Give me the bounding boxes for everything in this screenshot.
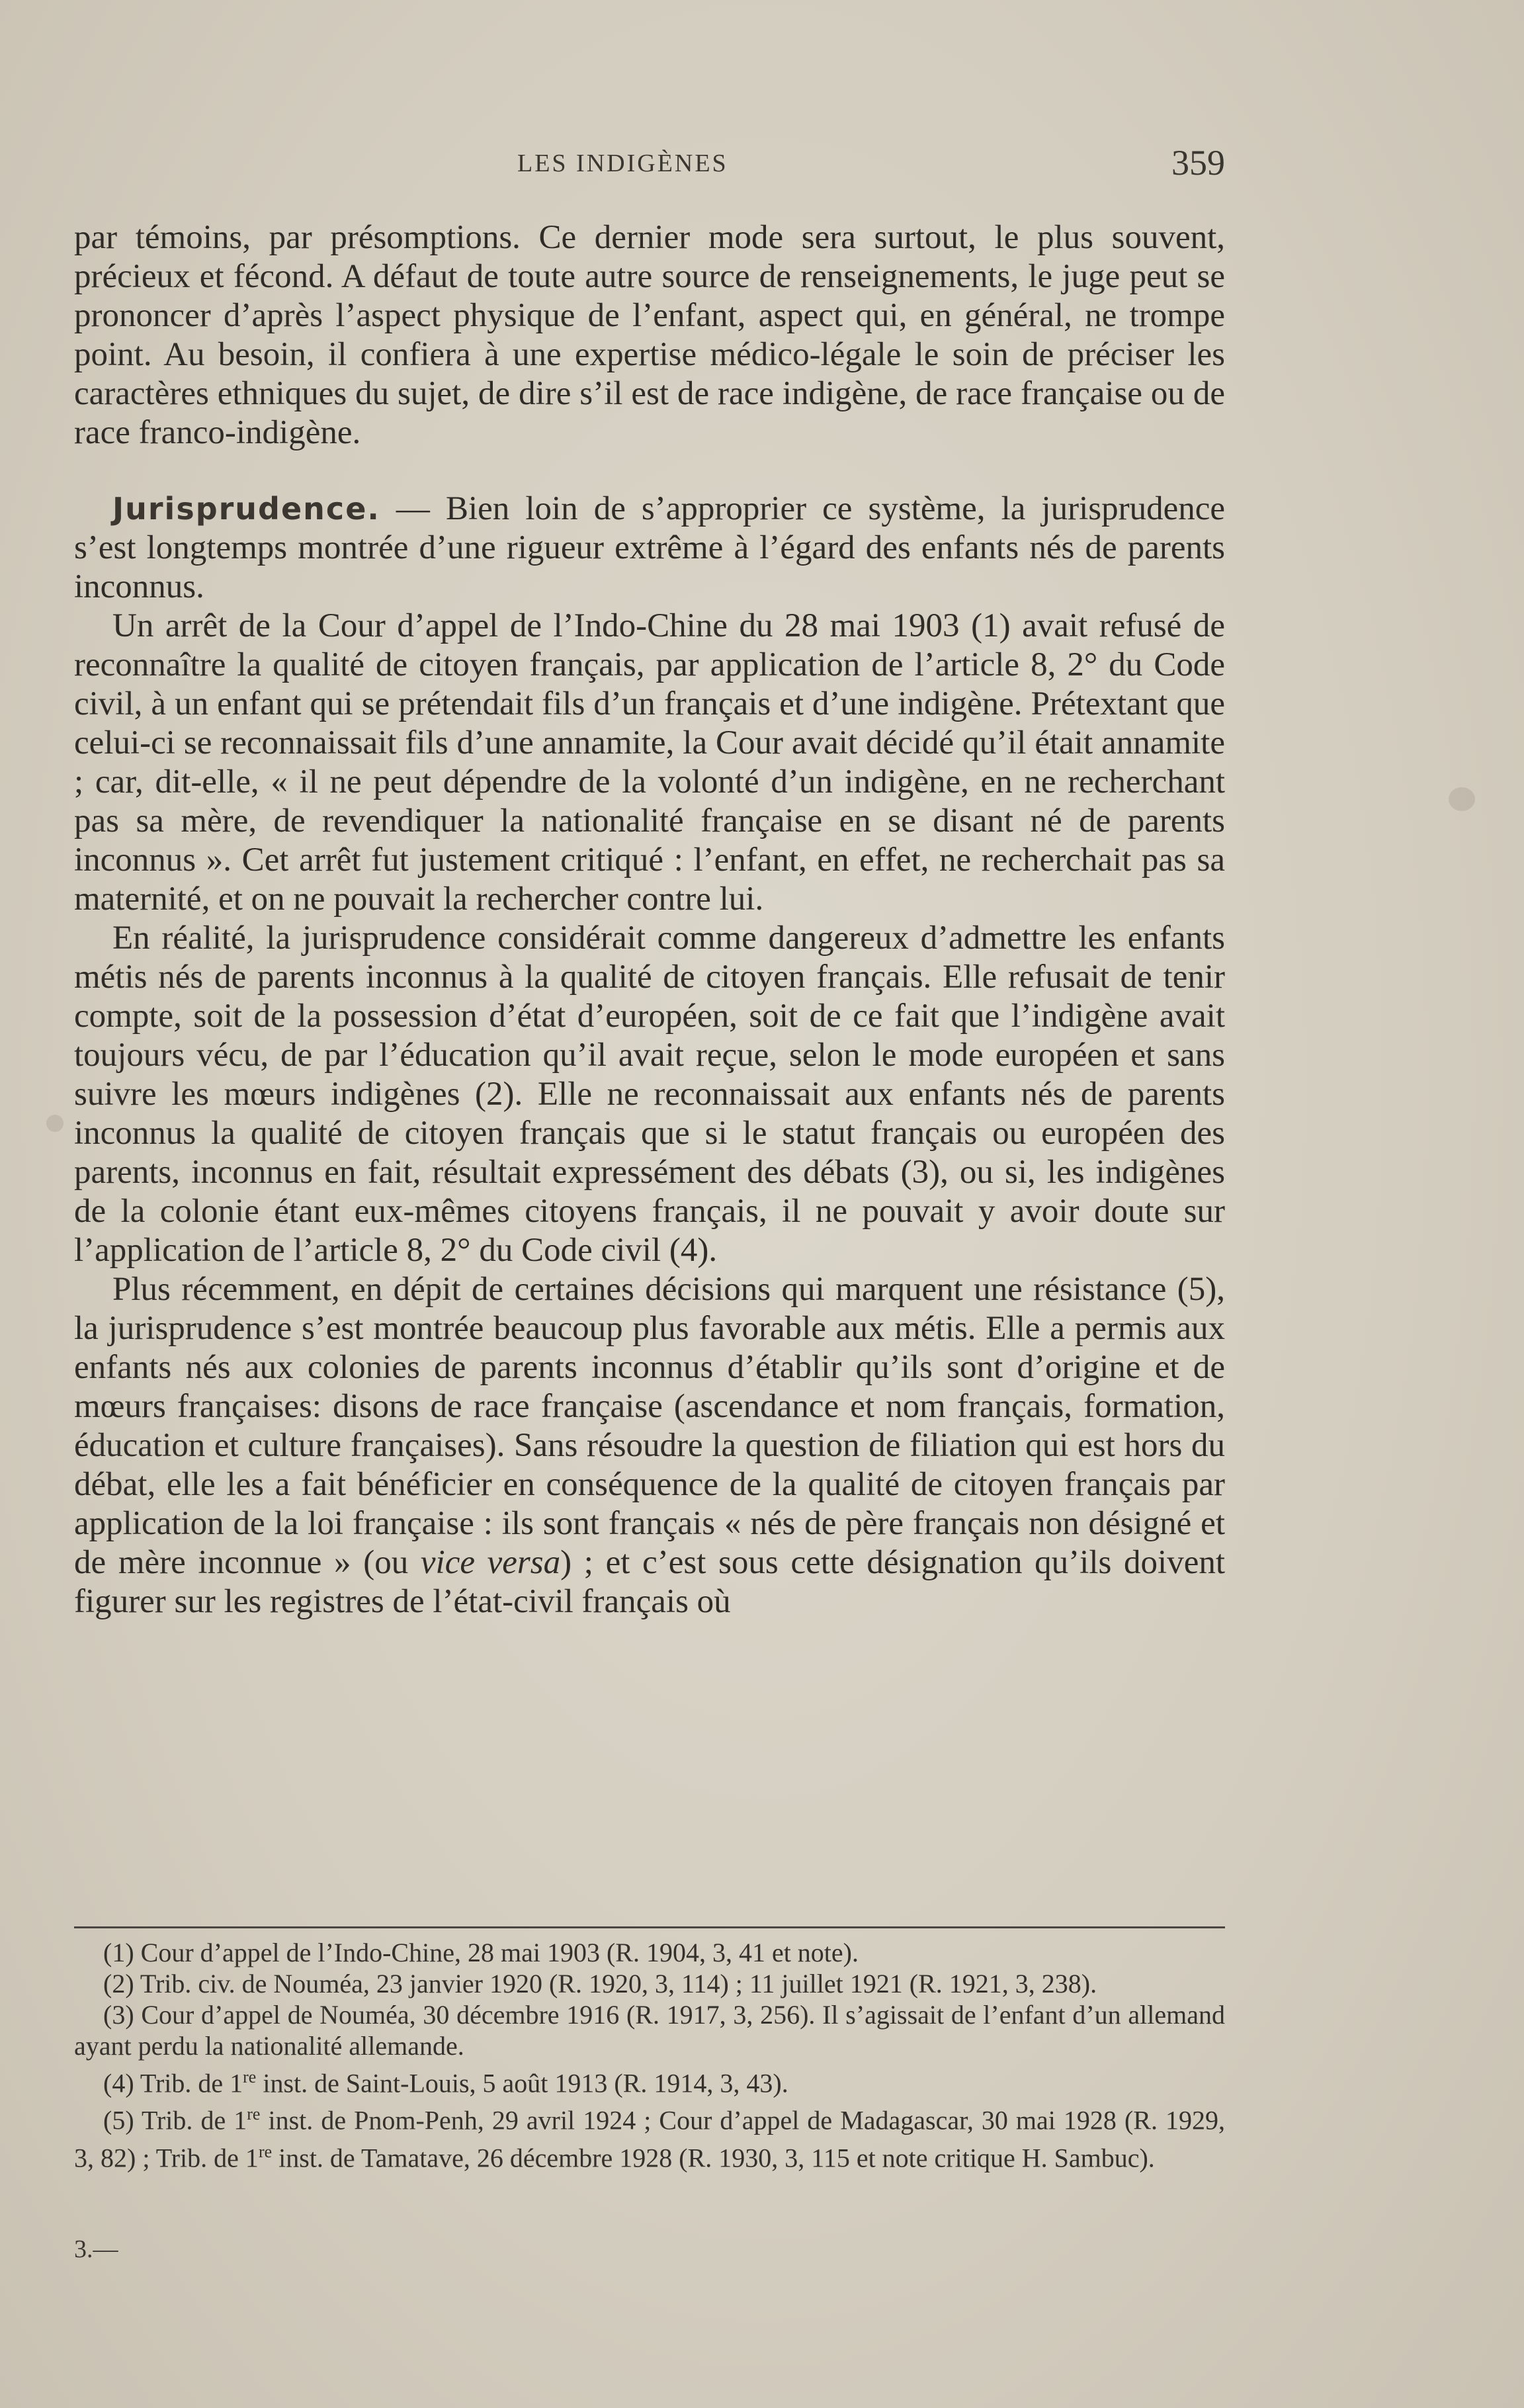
paragraph-jurisprudence: [74, 490, 1225, 607]
running-head: LES INDIGÈNES: [517, 150, 728, 177]
paragraph: Un arrêt de la Cour d’appel de l’Indo-Chine du 28 mai 1903 (1) avait refusé de reconnaître la qualité de citoyen français, par application de l’article 8, 2° du Code civil, à un enfant qui se prétendait fils d’un français et d’une indigène. Prétextant que celui-ci se reconnaissait fils d’une annamite, la Cour avait décidé qu’il était annamite ; car, dit-elle, « il ne peut dépendre de la volonté d’un indigène, en ne recherchant pas sa mère, de revendiquer la nationalité française en se disant né de parents inconnus ». Cet arrêt fut justement critiqué : l’enfant, en effet, ne recherchait pas sa maternité, et on ne pouvait la rechercher contre lui.: [74, 607, 1225, 918]
footnote-text: Trib. civ. de Nouméa, 23 janvier 1920 (R. 1920, 3, 114) ; 11 juillet 1921 (R. 1921, 3, 238).: [134, 1969, 1097, 1999]
main-text: [74, 218, 1225, 1621]
footnote: [74, 1968, 1225, 1999]
footnote-text: Cour d’appel de Nouméa, 30 décembre 1916 (R. 1917, 3, 256). Il s’agissait de l’enfant d’un allemand ayant perdu la nationalité allemande.: [74, 2000, 1225, 2061]
paragraph: [74, 1270, 1225, 1621]
footnote-mark: (1): [103, 1938, 134, 1967]
footnote-mark: (4): [103, 2068, 134, 2098]
section-heading: Jurisprudence.: [112, 491, 380, 527]
footnote-mark: (2): [103, 1969, 134, 1999]
paragraph: En réalité, la jurisprudence considérait comme dangereux d’admettre les enfants métis nés de parents inconnus à la qualité de citoyen français. Elle refusait de tenir compte, soit de la possession d’état d’européen, soit de ce fait que l’indigène avait toujours vécu, de par l’éducation qu’il avait reçue, selon le mode européen et sans suivre les mœurs indigènes (2). Elle ne reconnaissait aux enfants nés de parents inconnus la qualité de citoyen français que si le statut français ou européen des parents, inconnus en fait, résultait expressément des débats (3), ou si, les indigènes de la colonie étant eux-mêmes citoyens français, il ne pouvait y avoir doute sur l’application de l’article 8, 2° du Code civil (4).: [74, 920, 1225, 1269]
footnote-mark: (5): [103, 2105, 134, 2135]
paper-stain: [46, 1115, 64, 1132]
superscript: re: [243, 2067, 257, 2086]
superscript: re: [247, 2104, 261, 2124]
page-number: 359: [1171, 143, 1225, 183]
footnote-text: Cour d’appel de l’Indo-Chine, 28 mai 1903 (R. 1904, 3, 41 et note).: [134, 1938, 859, 1967]
footnote-divider: [74, 1926, 1225, 1928]
footnote: [74, 1999, 1225, 2061]
footnote: [74, 2061, 1225, 2098]
footnote-mark: (3): [103, 2000, 134, 2030]
paragraph-text: Plus récemment, en dépit de certaines décisions qui marquent une résistance (5), la jurisprudence s’est montrée beaucoup plus favorable aux métis. Elle a permis aux enfants nés aux colonies de parents inconnus d’établir qu’ils sont d’origine et de mœurs françaises: disons de race française (ascendance et nom français, formation, éducation et culture françaises). Sans résoudre la question de filiation qui est hors du débat, elle les a fait bénéficier en conséquence de la qualité de citoyen français par application de la loi française : ils sont français « nés de père français non désigné et de mère inconnue » (ou: [74, 1271, 1225, 1581]
superscript: re: [258, 2141, 273, 2161]
footnote-text: inst. de Saint-Louis, 5 août 1913 (R. 1914, 3, 43).: [256, 2068, 788, 2098]
paragraph: par témoins, par présomptions. Ce dernier mode sera surtout, le plus souvent, précieux et fécond. A défaut de toute autre source de renseignements, le juge peut se prononcer d’après l’aspect physique de l’enfant, aspect qui, en général, ne trompe point. Au besoin, il confiera à une expertise médico-légale le soin de préciser les caractères ethniques du sujet, de dire s’il est de race indigène, de race française ou de race franco-indigène.: [74, 219, 1225, 451]
footnote-text: inst. de Pnom-Penh, 29 avril 1924 ; Cour d’appel de Madagascar, 30 mai 1928 (R. 1929, 3, 82) ; Trib. de 1: [74, 2105, 1225, 2172]
paper-stain: [1449, 787, 1475, 811]
italic-phrase: vice versa: [420, 1544, 561, 1581]
page-header: [74, 142, 1225, 189]
signature-mark: 3.—: [74, 2235, 118, 2263]
footnote-text: Trib. de 1: [134, 2068, 243, 2098]
paragraph-text: ) ; et c’est sous cette désignation qu’ils doivent figurer sur les registres de l’état-civil français où: [74, 1544, 1225, 1620]
footnote-text: Trib. de 1: [134, 2105, 247, 2135]
footnotes: [74, 1937, 1225, 2173]
footnote: [74, 2098, 1225, 2173]
footnote-text: inst. de Tamatave, 26 décembre 1928 (R. 1930, 3, 115 et note critique H. Sambuc).: [272, 2142, 1155, 2172]
footnote: [74, 1937, 1225, 1968]
paragraph-text: — Bien loin de s’approprier ce système, la jurisprudence s’est longtemps montrée d’une rigueur extrême à l’égard des enfants nés de parents inconnus.: [74, 490, 1225, 605]
